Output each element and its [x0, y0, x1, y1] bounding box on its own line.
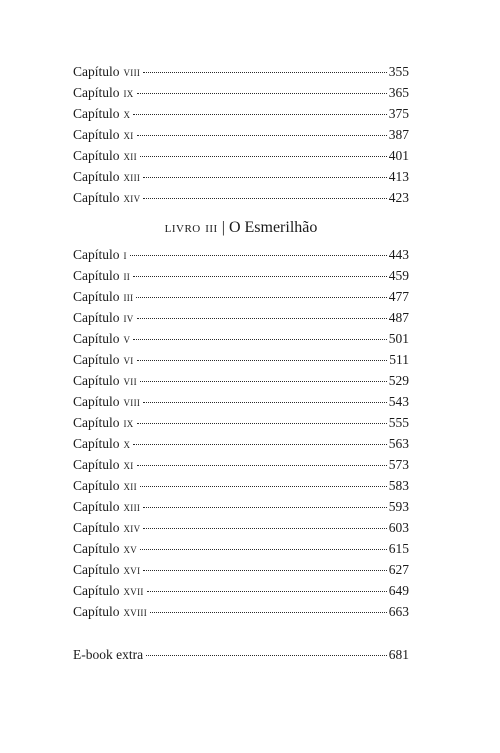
dot-leader	[143, 198, 386, 199]
chapter-numeral: xv	[123, 541, 138, 556]
toc-entry-label: Capítulo x	[73, 106, 131, 121]
toc-entry[interactable]	[73, 82, 409, 103]
chapter-numeral: xiii	[123, 499, 141, 514]
toc-entry-label: E-book extra	[73, 647, 144, 662]
toc-entry[interactable]	[73, 475, 409, 496]
dot-leader	[137, 360, 388, 361]
toc-entry-page: 583	[388, 478, 409, 493]
toc-entry-label: Capítulo xiv	[73, 190, 141, 205]
dot-leader	[133, 339, 386, 340]
toc-entry-label: Capítulo xvi	[73, 562, 141, 577]
chapter-numeral: ix	[123, 415, 134, 430]
dot-leader	[137, 93, 387, 94]
chapter-numeral: xi	[123, 127, 134, 142]
toc-entry[interactable]	[73, 187, 409, 208]
toc-spacer	[73, 622, 409, 644]
toc-entry-ebook-extra[interactable]	[73, 644, 409, 665]
chapter-numeral: viii	[123, 394, 141, 409]
toc-entry-label: Capítulo xv	[73, 541, 138, 556]
toc-entry-page: 511	[389, 352, 409, 367]
toc-entry-page: 375	[388, 106, 409, 121]
toc-entry-page: 477	[388, 289, 409, 304]
dot-leader	[150, 612, 387, 613]
toc-entry[interactable]	[73, 580, 409, 601]
dot-leader	[140, 549, 387, 550]
chapter-numeral: x	[123, 436, 131, 451]
toc-entry-page: 355	[388, 64, 409, 79]
chapter-numeral: xii	[123, 148, 137, 163]
chapter-numeral: x	[123, 106, 131, 121]
chapter-numeral: viii	[123, 64, 141, 79]
chapter-numeral: ix	[123, 85, 134, 100]
toc-entry-page: 627	[388, 562, 409, 577]
toc-entry-label: Capítulo ix	[73, 85, 134, 100]
dot-leader	[143, 72, 387, 73]
toc-group-book-3	[73, 244, 409, 622]
chapter-numeral: vi	[123, 352, 134, 367]
toc-entry[interactable]	[73, 61, 409, 82]
chapter-numeral: xi	[123, 457, 134, 472]
toc-entry-page: 423	[388, 190, 409, 205]
toc-entry-page: 573	[388, 457, 409, 472]
dot-leader	[137, 135, 387, 136]
toc-entry-label: Capítulo v	[73, 331, 131, 346]
dot-leader	[147, 591, 387, 592]
toc-entry-label: Capítulo xvii	[73, 583, 144, 598]
toc-entry[interactable]	[73, 517, 409, 538]
toc-entry[interactable]	[73, 412, 409, 433]
toc-entry[interactable]	[73, 496, 409, 517]
chapter-numeral: xiii	[123, 169, 141, 184]
dot-leader	[140, 156, 387, 157]
toc-entry-label: Capítulo xviii	[73, 604, 147, 619]
book-number: livro iii	[164, 219, 218, 236]
toc-entry[interactable]	[73, 286, 409, 307]
dot-leader	[137, 318, 387, 319]
toc-entry-label: Capítulo xiii	[73, 499, 141, 514]
toc-entry-page: 387	[388, 127, 409, 142]
dot-leader	[133, 114, 386, 115]
toc-entry[interactable]	[73, 328, 409, 349]
toc-entry-label: Capítulo viii	[73, 64, 141, 79]
toc-entry-label: Capítulo xi	[73, 457, 134, 472]
toc-entry-page: 593	[388, 499, 409, 514]
section-separator: |	[221, 219, 225, 236]
toc-entry-page: 443	[388, 247, 409, 262]
chapter-numeral: xii	[123, 478, 137, 493]
chapter-numeral: i	[123, 247, 127, 262]
toc-entry-label: Capítulo xiii	[73, 169, 141, 184]
toc-entry-page: 459	[388, 268, 409, 283]
dot-leader	[143, 528, 386, 529]
toc-entry-page: 663	[388, 604, 409, 619]
toc-entry[interactable]	[73, 307, 409, 328]
toc-entry[interactable]	[73, 166, 409, 187]
toc-entry[interactable]	[73, 244, 409, 265]
toc-entry-label: Capítulo viii	[73, 394, 141, 409]
toc-entry-page: 529	[388, 373, 409, 388]
dot-leader	[143, 177, 387, 178]
toc-entry-label: Capítulo x	[73, 436, 131, 451]
chapter-numeral: xiv	[123, 520, 141, 535]
chapter-numeral: vii	[123, 373, 137, 388]
toc-entry-page: 365	[388, 85, 409, 100]
toc-entry[interactable]	[73, 433, 409, 454]
toc-entry-page: 413	[388, 169, 409, 184]
toc-entry-label: Capítulo vii	[73, 373, 137, 388]
toc-entry-label: Capítulo xi	[73, 127, 134, 142]
toc-entry[interactable]	[73, 145, 409, 166]
toc-entry-label: Capítulo xiv	[73, 520, 141, 535]
toc-entry[interactable]	[73, 265, 409, 286]
toc-entry-page: 555	[388, 415, 409, 430]
dot-leader	[137, 465, 387, 466]
toc-entry[interactable]	[73, 391, 409, 412]
chapter-numeral: xiv	[123, 190, 141, 205]
toc-entry[interactable]	[73, 370, 409, 391]
toc-entry-label: Capítulo iv	[73, 310, 134, 325]
section-title	[73, 216, 409, 240]
toc-entry[interactable]	[73, 124, 409, 145]
dot-leader	[143, 402, 387, 403]
toc-entry-page: 401	[388, 148, 409, 163]
dot-leader	[143, 507, 387, 508]
toc-entry[interactable]	[73, 538, 409, 559]
toc-entry-page: 681	[388, 647, 409, 662]
dot-leader	[133, 444, 386, 445]
chapter-numeral: v	[123, 331, 131, 346]
toc-entry-page: 603	[388, 520, 409, 535]
toc-entry-label: Capítulo iii	[73, 289, 134, 304]
toc-entry[interactable]	[73, 103, 409, 124]
table-of-contents	[73, 61, 409, 665]
toc-entry-page: 615	[388, 541, 409, 556]
toc-entry-label: Capítulo xii	[73, 148, 137, 163]
toc-entry-page: 563	[388, 436, 409, 451]
toc-entry-page: 487	[388, 310, 409, 325]
chapter-numeral: iv	[123, 310, 134, 325]
dot-leader	[137, 423, 387, 424]
toc-entry-label: Capítulo vi	[73, 352, 134, 367]
toc-entry-label: Capítulo i	[73, 247, 127, 262]
chapter-numeral: xviii	[123, 604, 147, 619]
toc-entry-page: 543	[388, 394, 409, 409]
dot-leader	[133, 276, 387, 277]
toc-group-book-2-end	[73, 61, 409, 208]
toc-entry-page: 501	[388, 331, 409, 346]
dot-leader	[140, 486, 387, 487]
dot-leader	[136, 297, 386, 298]
dot-leader	[143, 570, 386, 571]
toc-entry[interactable]	[73, 454, 409, 475]
chapter-numeral: xvi	[123, 562, 141, 577]
chapter-numeral: ii	[123, 268, 131, 283]
chapter-numeral: xvii	[123, 583, 144, 598]
toc-entry-label: Capítulo xii	[73, 478, 137, 493]
dot-leader	[140, 381, 387, 382]
toc-entry-label: Capítulo ii	[73, 268, 131, 283]
toc-entry-page: 649	[388, 583, 409, 598]
toc-entry[interactable]	[73, 601, 409, 622]
dot-leader	[146, 655, 387, 656]
toc-entry[interactable]	[73, 349, 409, 370]
book-name: O Esmerilhão	[228, 219, 318, 236]
dot-leader	[130, 255, 387, 256]
toc-entry[interactable]	[73, 559, 409, 580]
toc-entry-label: Capítulo ix	[73, 415, 134, 430]
chapter-numeral: iii	[123, 289, 134, 304]
